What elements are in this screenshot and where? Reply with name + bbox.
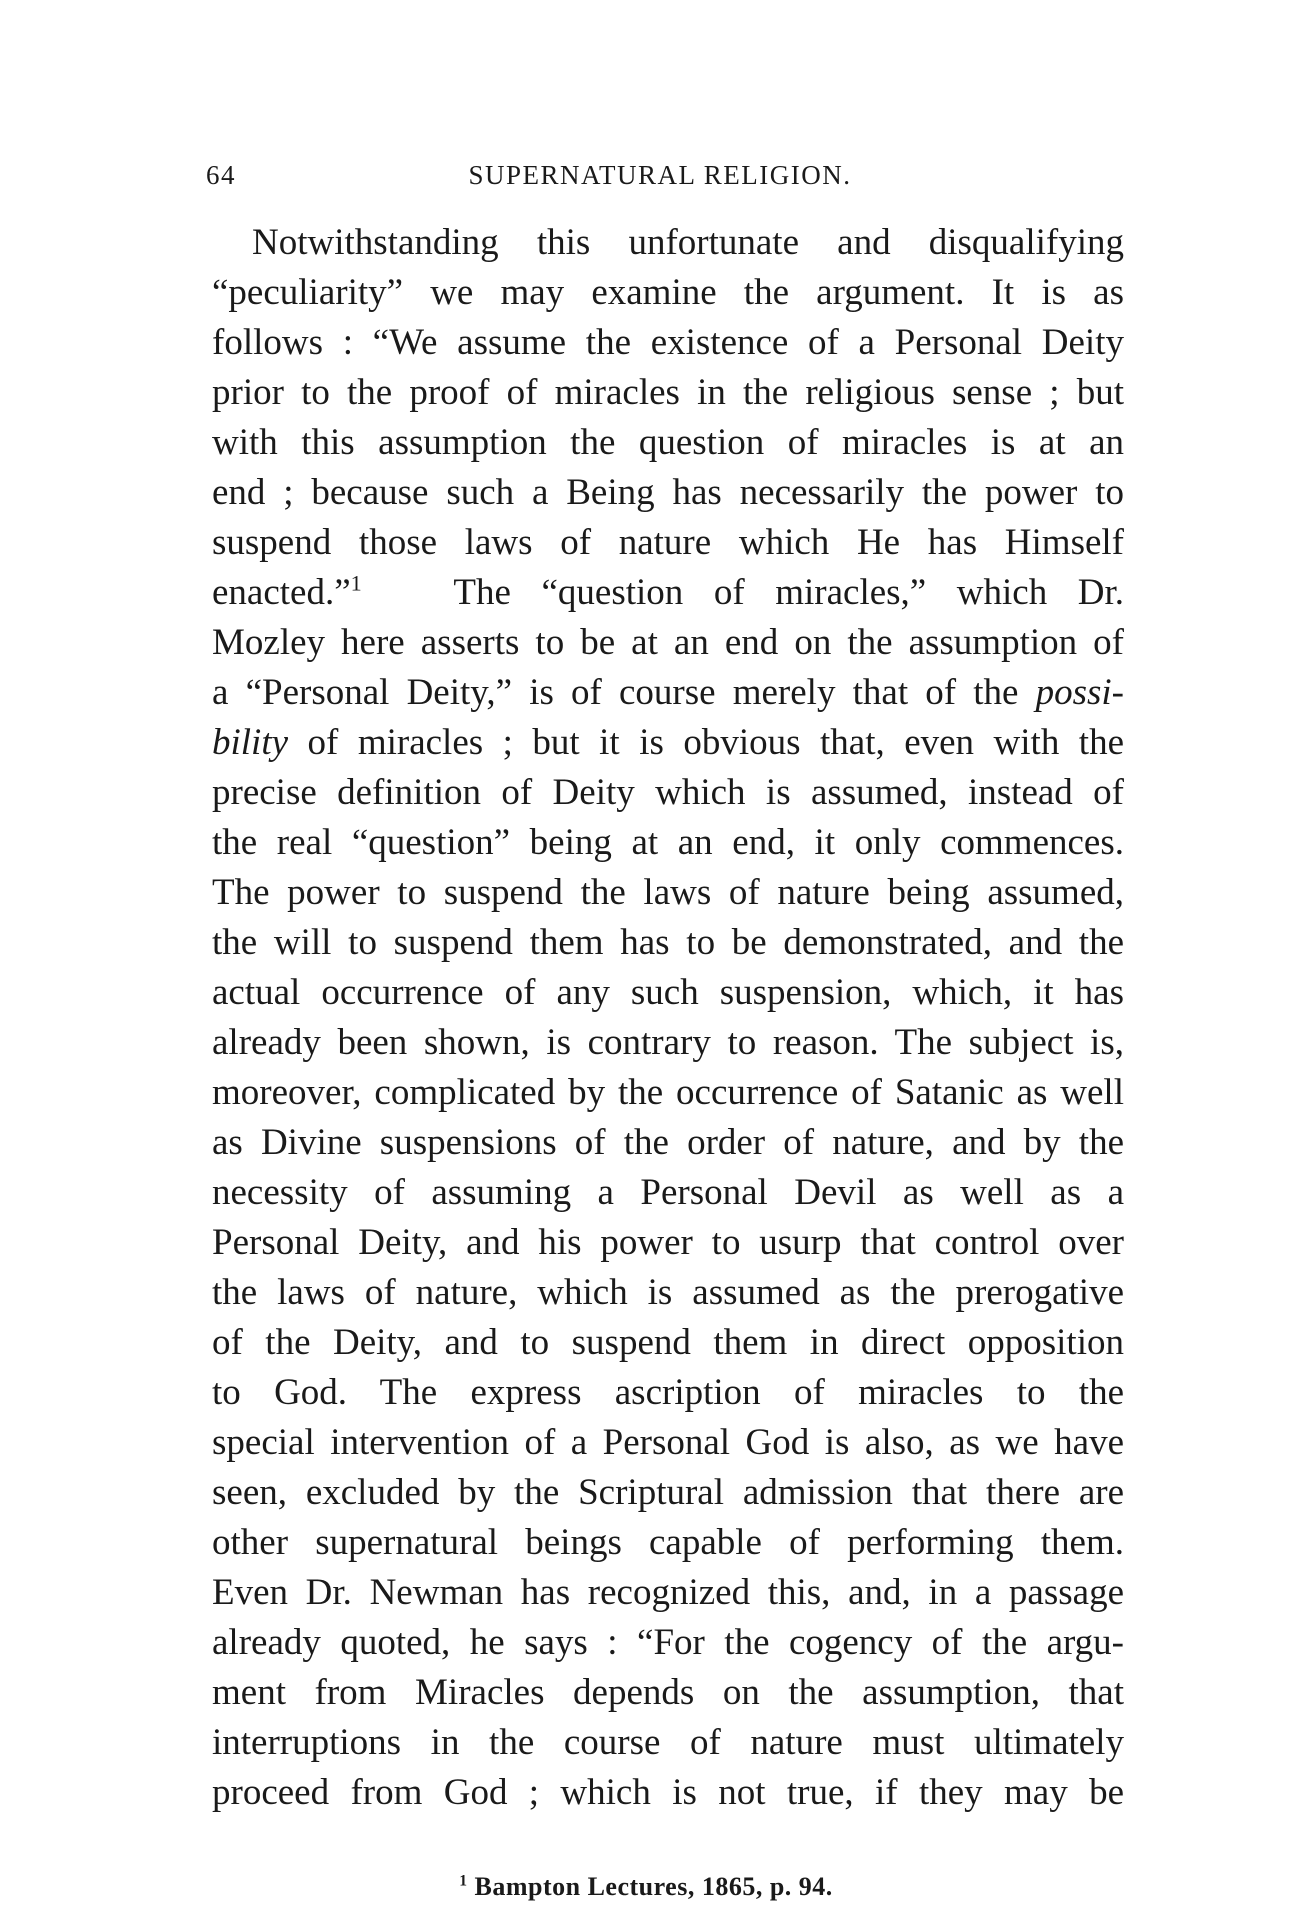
text-line-23: of the Deity, and to suspend them in direct opposition	[212, 1322, 1124, 1363]
text-line-32: proceed from God ; which is not true, if they may be	[212, 1772, 1124, 1813]
text-line-27: other supernatural beings capable of performing them.	[212, 1522, 1124, 1563]
page-number: 64	[206, 160, 236, 190]
text-line-24: to God. The express ascription of miracles to the	[212, 1372, 1124, 1413]
text-line-17: already been shown, is contrary to reason. The subject is,	[212, 1022, 1124, 1063]
text-line-11-italic: bility	[212, 722, 289, 763]
text-line-6: end ; because such a Being has necessarily the power to	[212, 472, 1124, 513]
text-line-25: special intervention of a Personal God is also, as we have	[212, 1422, 1124, 1463]
running-head	[206, 160, 1114, 200]
text-line-18: moreover, complicated by the occurrence of Satanic as well	[212, 1072, 1124, 1113]
text-line-11-tail: of miracles ; but it is obvious that, even with the	[307, 722, 1125, 763]
text-line-29: already quoted, he says : “For the cogency of the argu-	[212, 1622, 1124, 1663]
text-line-20: necessity of assuming a Personal Devil as well as a	[212, 1172, 1124, 1213]
text-line-4: prior to the proof of miracles in the religious sense ; but	[212, 372, 1124, 413]
footnote-text: Bampton Lectures, 1865, p. 94.	[474, 1872, 833, 1901]
text-line-5: with this assumption the question of miracles is at an	[212, 422, 1124, 463]
text-line-16: actual occurrence of any such suspension, which, it has	[212, 972, 1124, 1013]
text-line-10-italic: possi-	[1035, 672, 1124, 713]
text-line-10	[212, 668, 1124, 718]
body-text	[212, 218, 1124, 1818]
text-line-2: “peculiarity” we may examine the argument. It is as	[212, 272, 1124, 313]
text-line-21: Personal Deity, and his power to usurp that control over	[212, 1222, 1124, 1263]
text-line-12: precise definition of Deity which is assumed, instead of	[212, 772, 1124, 813]
text-line-13: the real “question” being at an end, it only commences.	[212, 822, 1124, 863]
text-line-8-tail: The “question of miracles,” which Dr.	[453, 572, 1125, 613]
text-line-1: Notwithstanding this unfortunate and disqualifying	[252, 222, 1124, 263]
text-line-11	[212, 718, 1124, 768]
text-line-9: Mozley here asserts to be at an end on the assumption of	[212, 622, 1124, 663]
text-line-8-head: enacted.”	[212, 572, 351, 613]
text-line-26: seen, excluded by the Scriptural admission that there are	[212, 1472, 1124, 1513]
text-line-14: The power to suspend the laws of nature being assumed,	[212, 872, 1124, 913]
running-title: SUPERNATURAL RELIGION.	[468, 160, 852, 190]
text-line-15: the will to suspend them has to be demonstrated, and the	[212, 922, 1124, 963]
text-line-30: ment from Miracles depends on the assumption, that	[212, 1672, 1124, 1713]
text-line-7: suspend those laws of nature which He has Himself	[212, 522, 1124, 563]
footnote	[0, 1872, 1292, 1902]
footnote-marker: 1	[459, 1872, 468, 1890]
text-line-3: follows : “We assume the existence of a Personal Deity	[212, 322, 1124, 363]
footnote-reference: 1	[350, 570, 362, 596]
text-line-28: Even Dr. Newman has recognized this, and, in a passage	[212, 1572, 1124, 1613]
text-line-10-head: a “Personal Deity,” is of course merely that of the	[212, 672, 1019, 713]
text-line-22: the laws of nature, which is assumed as the prerogative	[212, 1272, 1124, 1313]
text-line-31: interruptions in the course of nature must ultimately	[212, 1722, 1124, 1763]
text-line-8	[212, 568, 1124, 618]
text-line-19: as Divine suspensions of the order of nature, and by the	[212, 1122, 1124, 1163]
